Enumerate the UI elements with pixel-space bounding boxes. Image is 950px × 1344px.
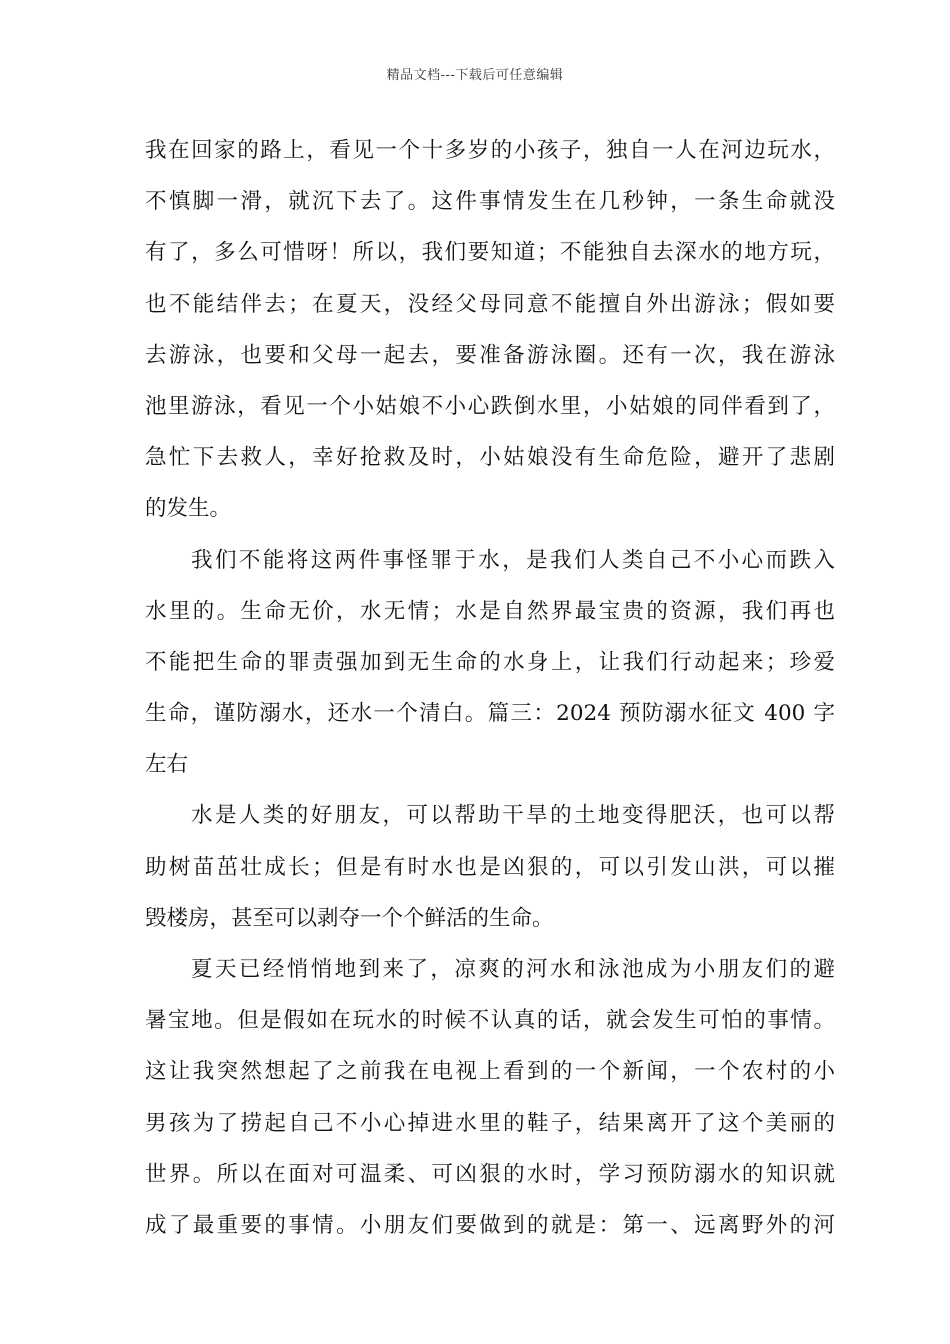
text-line: 这让我突然想起了之前我在电视上看到的一个新闻，一个农村的小 [145, 1059, 835, 1085]
text-line: 也不能结伴去；在夏天，没经父母同意不能擅自外出游泳；假如要 [145, 291, 835, 317]
text-line: 世界。所以在面对可温柔、可凶狠的水时，学习预防溺水的知识就 [145, 1161, 835, 1187]
text-line: 不慎脚一滑，就沉下去了。这件事情发生在几秒钟，一条生命就没 [145, 189, 835, 215]
text-line: 水里的。生命无价，水无情；水是自然界最宝贵的资源，我们再也 [145, 598, 835, 624]
text-line: 左右 [145, 752, 189, 778]
page-header: 精品文档---下载后可任意编辑 [386, 68, 564, 83]
text-line: 有了，多么可惜呀！所以，我们要知道；不能独自去深水的地方玩， [145, 240, 835, 266]
text-line: 不能把生命的罪责强加到无生命的水身上，让我们行动起来；珍爱 [145, 649, 835, 675]
text-line: 的发生。 [145, 496, 232, 522]
text-line: 男孩为了捞起自己不小心掉进水里的鞋子，结果离开了这个美丽的 [145, 1110, 835, 1136]
text-line: 我们不能将这两件事怪罪于水，是我们人类自己不小心而跌入 [191, 547, 835, 573]
text-line: 成了最重要的事情。小朋友们要做到的就是：第一、远离野外的河 [145, 1212, 835, 1238]
text-line: 毁楼房，甚至可以剥夺一个个鲜活的生命。 [145, 905, 554, 931]
text-line: 助树苗茁壮成长；但是有时水也是凶狠的，可以引发山洪，可以摧 [145, 854, 835, 880]
document-body [145, 125, 835, 1251]
text-line: 暑宝地。但是假如在玩水的时候不认真的话，就会发生可怕的事情。 [145, 1008, 835, 1034]
text-line: 去游泳，也要和父母一起去，要准备游泳圈。还有一次，我在游泳 [145, 342, 835, 368]
text-line: 夏天已经悄悄地到来了，凉爽的河水和泳池成为小朋友们的避 [191, 957, 835, 982]
text-line: 池里游泳，看见一个小姑娘不小心跌倒水里，小姑娘的同伴看到了， [145, 393, 835, 419]
text-line: 我在回家的路上，看见一个十多岁的小孩子，独自一人在河边玩水， [145, 138, 835, 163]
text-line: 急忙下去救人，幸好抢救及时，小姑娘没有生命危险，避开了悲剧 [145, 445, 835, 471]
text-line: 生命，谨防溺水，还水一个清白。篇三：2024 预防溺水征文 400 字 [145, 701, 835, 727]
text-line: 水是人类的好朋友，可以帮助干旱的土地变得肥沃，也可以帮 [191, 803, 835, 829]
